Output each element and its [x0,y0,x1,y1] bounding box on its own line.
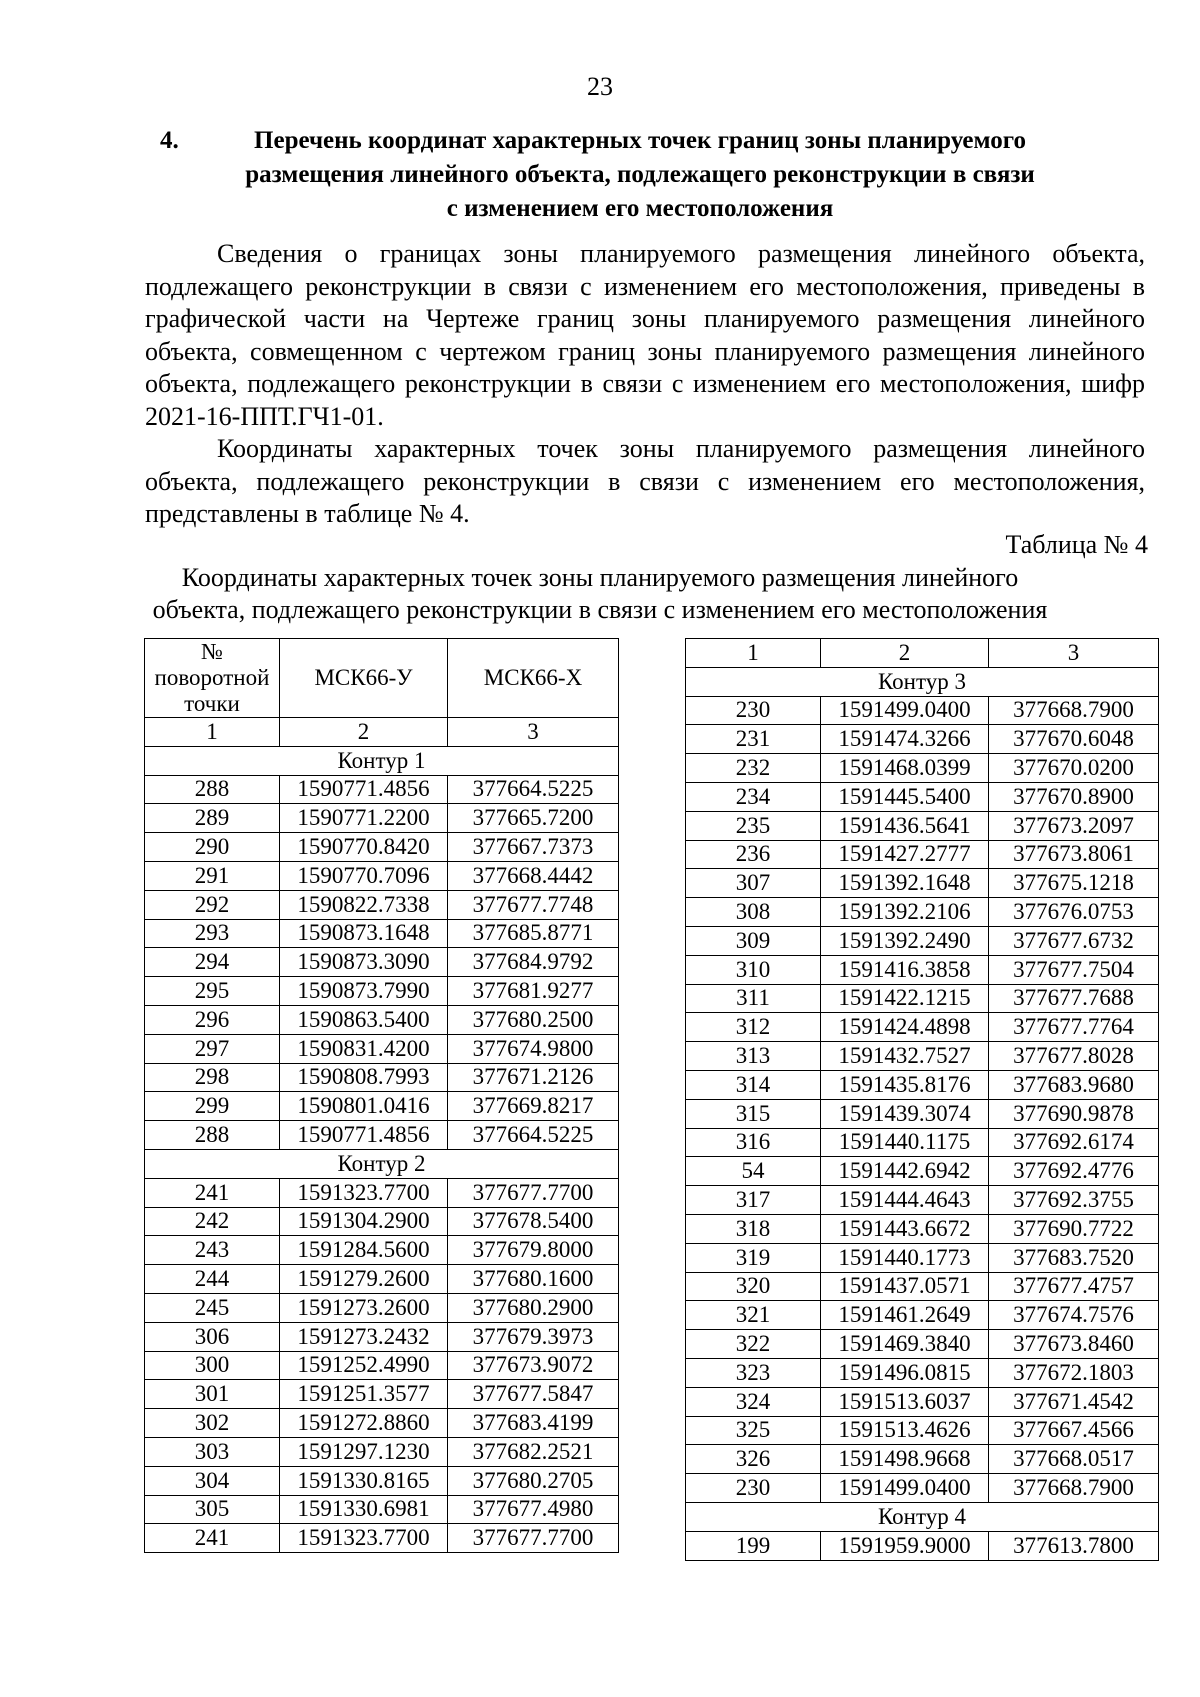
point-number-cell: 244 [145,1265,280,1294]
contour-label: Контур 3 [686,667,1159,696]
msk66-x-cell: 377668.7900 [989,1474,1159,1503]
table-row [686,725,1159,754]
table-row [686,1416,1159,1445]
msk66-y-cell: 1591330.8165 [280,1466,448,1495]
msk66-y-cell: 1591392.1648 [821,869,989,898]
msk66-y-cell: 1591323.7700 [280,1178,448,1207]
point-number-cell: 312 [686,1013,821,1042]
column-number: 3 [448,718,619,747]
point-number-cell: 235 [686,811,821,840]
msk66-y-cell: 1590770.8420 [280,833,448,862]
msk66-y-cell: 1591427.2777 [821,840,989,869]
table-row [686,1330,1159,1359]
table-row [686,1214,1159,1243]
msk66-y-cell: 1591469.3840 [821,1330,989,1359]
table-row [145,1466,619,1495]
table-row [145,1524,619,1553]
point-number-cell: 290 [145,833,280,862]
msk66-y-cell: 1591499.0400 [821,696,989,725]
msk66-x-cell: 377674.7576 [989,1301,1159,1330]
column-number-row [686,639,1159,668]
msk66-x-cell: 377679.3973 [448,1322,619,1351]
msk66-y-cell: 1590831.4200 [280,1034,448,1063]
msk66-x-cell: 377674.9800 [448,1034,619,1063]
point-number-cell: 241 [145,1524,280,1553]
msk66-x-cell: 377680.2500 [448,1005,619,1034]
msk66-x-cell: 377677.7748 [448,890,619,919]
msk66-x-cell: 377664.5225 [448,775,619,804]
column-number: 2 [280,718,448,747]
contour-row [686,667,1159,696]
msk66-y-cell: 1591513.6037 [821,1387,989,1416]
table-row [686,1358,1159,1387]
table-row [686,754,1159,783]
point-number-cell: 230 [686,1474,821,1503]
table-row [145,1409,619,1438]
msk66-x-cell: 377668.7900 [989,696,1159,725]
table-row [686,840,1159,869]
point-number-cell: 199 [686,1531,821,1560]
msk66-y-cell: 1591439.3074 [821,1099,989,1128]
point-number-cell: 321 [686,1301,821,1330]
msk66-x-cell: 377690.9878 [989,1099,1159,1128]
msk66-y-cell: 1591496.0815 [821,1358,989,1387]
column-number-row [145,718,619,747]
point-number-cell: 317 [686,1186,821,1215]
point-number-cell: 298 [145,1063,280,1092]
point-number-cell: 230 [686,696,821,725]
point-number-cell: 241 [145,1178,280,1207]
msk66-x-cell: 377673.8460 [989,1330,1159,1359]
msk66-x-cell: 377672.1803 [989,1358,1159,1387]
point-number-cell: 302 [145,1409,280,1438]
msk66-x-cell: 377681.9277 [448,977,619,1006]
msk66-x-cell: 377682.2521 [448,1437,619,1466]
msk66-x-cell: 377668.4442 [448,861,619,890]
point-number-cell: 326 [686,1445,821,1474]
point-number-cell: 294 [145,948,280,977]
msk66-y-cell: 1590873.3090 [280,948,448,977]
msk66-y-cell: 1591297.1230 [280,1437,448,1466]
column-number: 1 [686,639,821,668]
msk66-x-cell: 377665.7200 [448,804,619,833]
msk66-y-cell: 1591461.2649 [821,1301,989,1330]
msk66-y-cell: 1591392.2106 [821,898,989,927]
table-row [145,1351,619,1380]
point-number-cell: 243 [145,1236,280,1265]
point-number-cell: 320 [686,1272,821,1301]
msk66-x-cell: 377683.4199 [448,1409,619,1438]
table-row [686,811,1159,840]
table-row [145,1005,619,1034]
msk66-x-cell: 377692.3755 [989,1186,1159,1215]
table-row [145,861,619,890]
point-number-cell: 236 [686,840,821,869]
coordinates-table-left [144,638,619,1553]
msk66-y-cell: 1591445.5400 [821,782,989,811]
msk66-x-cell: 377677.7504 [989,955,1159,984]
point-number-cell: 291 [145,861,280,890]
table-row [686,1474,1159,1503]
table-row [145,1034,619,1063]
point-number-cell: 304 [145,1466,280,1495]
point-number-cell: 305 [145,1495,280,1524]
contour-row [145,746,619,775]
msk66-x-cell: 377669.8217 [448,1092,619,1121]
point-number-cell: 308 [686,898,821,927]
msk66-x-cell: 377670.8900 [989,782,1159,811]
header-point-number-line-1: № [201,639,223,664]
table-row [145,1265,619,1294]
point-number-cell: 299 [145,1092,280,1121]
msk66-x-cell: 377685.8771 [448,919,619,948]
msk66-y-cell: 1591424.4898 [821,1013,989,1042]
msk66-y-cell: 1591422.1215 [821,984,989,1013]
table-row [145,1178,619,1207]
msk66-x-cell: 377675.1218 [989,869,1159,898]
msk66-y-cell: 1591436.5641 [821,811,989,840]
table-row [686,1445,1159,1474]
paragraph-2: Координаты характерных точек зоны планируемого размещения линейного объекта, подлежащего реконструкции в связи с изменением его местоположения, представлены в таблице № 4. [145,434,1145,528]
contour-label: Контур 1 [145,746,619,775]
point-number-cell: 234 [686,782,821,811]
msk66-y-cell: 1591323.7700 [280,1524,448,1553]
msk66-x-cell: 377677.5847 [448,1380,619,1409]
table-row [145,948,619,977]
point-number-cell: 309 [686,926,821,955]
msk66-y-cell: 1591304.2900 [280,1207,448,1236]
table-row [686,869,1159,898]
contour-label: Контур 2 [145,1149,619,1178]
point-number-cell: 289 [145,804,280,833]
msk66-y-cell: 1591251.3577 [280,1380,448,1409]
msk66-x-cell: 377680.2705 [448,1466,619,1495]
table-row [686,1070,1159,1099]
point-number-cell: 292 [145,890,280,919]
msk66-x-cell: 377667.4566 [989,1416,1159,1445]
msk66-y-cell: 1591444.4643 [821,1186,989,1215]
msk66-y-cell: 1591498.9668 [821,1445,989,1474]
header-point-number [145,639,280,718]
point-number-cell: 232 [686,754,821,783]
table-row [145,775,619,804]
point-number-cell: 310 [686,955,821,984]
msk66-y-cell: 1591435.8176 [821,1070,989,1099]
msk66-x-cell: 377664.5225 [448,1121,619,1150]
point-number-cell: 307 [686,869,821,898]
msk66-x-cell: 377667.7373 [448,833,619,862]
table-row [686,1042,1159,1071]
table-row [686,1301,1159,1330]
msk66-x-cell: 377673.8061 [989,840,1159,869]
point-number-cell: 316 [686,1128,821,1157]
coordinates-table-right [685,638,1159,1561]
table-row [686,1128,1159,1157]
msk66-x-cell: 377680.1600 [448,1265,619,1294]
table-row [145,1293,619,1322]
table-row [145,1207,619,1236]
header-msk66-x: МСК66-Х [448,639,619,718]
table-row [686,1013,1159,1042]
table-row [145,1437,619,1466]
table-caption [100,562,1100,626]
point-number-cell: 300 [145,1351,280,1380]
msk66-y-cell: 1591279.2600 [280,1265,448,1294]
point-number-cell: 306 [145,1322,280,1351]
point-number-cell: 54 [686,1157,821,1186]
msk66-x-cell: 377677.7764 [989,1013,1159,1042]
table-row [145,919,619,948]
msk66-y-cell: 1590801.0416 [280,1092,448,1121]
msk66-x-cell: 377677.7700 [448,1178,619,1207]
point-number-cell: 314 [686,1070,821,1099]
msk66-y-cell: 1590771.2200 [280,804,448,833]
msk66-y-cell: 1590770.7096 [280,861,448,890]
msk66-x-cell: 377684.9792 [448,948,619,977]
point-number-cell: 315 [686,1099,821,1128]
msk66-y-cell: 1591440.1175 [821,1128,989,1157]
table-header-row [145,639,619,718]
section-title-line-3: с изменением его местоположения [446,195,834,222]
msk66-y-cell: 1591252.4990 [280,1351,448,1380]
table-row [145,1063,619,1092]
msk66-x-cell: 377613.7800 [989,1531,1159,1560]
msk66-x-cell: 377671.4542 [989,1387,1159,1416]
table-row [686,955,1159,984]
table-caption-line-1: Координаты характерных точек зоны планируемого размещения линейного [181,563,1019,592]
point-number-cell: 301 [145,1380,280,1409]
section-heading [140,124,1140,226]
table-row [686,1157,1159,1186]
table-row [686,898,1159,927]
header-point-number-line-3: точки [184,691,240,716]
table-row [145,804,619,833]
point-number-cell: 319 [686,1243,821,1272]
point-number-cell: 245 [145,1293,280,1322]
msk66-x-cell: 377677.7688 [989,984,1159,1013]
point-number-cell: 323 [686,1358,821,1387]
msk66-y-cell: 1591284.5600 [280,1236,448,1265]
table-row [145,1092,619,1121]
table-row [686,1272,1159,1301]
msk66-y-cell: 1591272.8860 [280,1409,448,1438]
table-row [145,1121,619,1150]
msk66-x-cell: 377677.7700 [448,1524,619,1553]
table-row [686,1243,1159,1272]
msk66-x-cell: 377673.9072 [448,1351,619,1380]
header-msk66-y: МСК66-У [280,639,448,718]
msk66-y-cell: 1591440.1773 [821,1243,989,1272]
table-row [145,1322,619,1351]
msk66-y-cell: 1591416.3858 [821,955,989,984]
point-number-cell: 293 [145,919,280,948]
table-row [686,1387,1159,1416]
point-number-cell: 242 [145,1207,280,1236]
table-row [145,833,619,862]
msk66-x-cell: 377677.4980 [448,1495,619,1524]
msk66-x-cell: 377677.8028 [989,1042,1159,1071]
msk66-y-cell: 1590863.5400 [280,1005,448,1034]
table-row [145,1236,619,1265]
point-number-cell: 295 [145,977,280,1006]
msk66-y-cell: 1590873.7990 [280,977,448,1006]
section-title-line-2: размещения линейного объекта, подлежащего реконструкции в связи [245,161,1035,188]
contour-label: Контур 4 [686,1502,1159,1531]
column-number: 2 [821,639,989,668]
msk66-y-cell: 1591468.0399 [821,754,989,783]
msk66-y-cell: 1590822.7338 [280,890,448,919]
table-row [145,1380,619,1409]
msk66-y-cell: 1591273.2432 [280,1322,448,1351]
msk66-y-cell: 1590808.7993 [280,1063,448,1092]
msk66-x-cell: 377670.6048 [989,725,1159,754]
point-number-cell: 303 [145,1437,280,1466]
table-label: Таблица № 4 [1005,530,1148,559]
point-number-cell: 325 [686,1416,821,1445]
table-row [686,1099,1159,1128]
msk66-y-cell: 1591437.0571 [821,1272,989,1301]
msk66-x-cell: 377671.2126 [448,1063,619,1092]
table-row [145,890,619,919]
section-title-line-1: Перечень координат характерных точек границ зоны планируемого [254,127,1026,154]
column-number: 1 [145,718,280,747]
msk66-x-cell: 377668.0517 [989,1445,1159,1474]
msk66-y-cell: 1590771.4856 [280,775,448,804]
table-row [686,1531,1159,1560]
msk66-x-cell: 377678.5400 [448,1207,619,1236]
msk66-x-cell: 377679.8000 [448,1236,619,1265]
msk66-x-cell: 377677.4757 [989,1272,1159,1301]
msk66-x-cell: 377690.7722 [989,1214,1159,1243]
point-number-cell: 322 [686,1330,821,1359]
point-number-cell: 318 [686,1214,821,1243]
table-row [145,977,619,1006]
msk66-y-cell: 1591330.6981 [280,1495,448,1524]
table-caption-line-2: объекта, подлежащего реконструкции в связи с изменением его местоположения [152,595,1048,624]
table-row [686,696,1159,725]
msk66-x-cell: 377680.2900 [448,1293,619,1322]
msk66-y-cell: 1590873.1648 [280,919,448,948]
msk66-y-cell: 1591499.0400 [821,1474,989,1503]
table-row [686,1186,1159,1215]
point-number-cell: 288 [145,1121,280,1150]
header-point-number-line-2: поворотной [154,665,270,690]
msk66-y-cell: 1591513.4626 [821,1416,989,1445]
msk66-y-cell: 1591273.2600 [280,1293,448,1322]
msk66-y-cell: 1591392.2490 [821,926,989,955]
msk66-y-cell: 1591432.7527 [821,1042,989,1071]
paragraph-1: Сведения о границах зоны планируемого размещения линейного объекта, подлежащего реконструкции в связи с изменением его местоположения, приведены в графической части на Чертеже границ зоны планируемого размещения линейного объекта, совмещенном с чертежом границ зоны планируемого размещения линейного объекта, подлежащего реконструкции в связи с изменением его местоположения, шифр 2021-16-ППТ.ГЧ1-01. [145,239,1145,431]
point-number-cell: 288 [145,775,280,804]
msk66-y-cell: 1591474.3266 [821,725,989,754]
point-number-cell: 311 [686,984,821,1013]
msk66-y-cell: 1591442.6942 [821,1157,989,1186]
table-row [686,984,1159,1013]
contour-row [145,1149,619,1178]
msk66-y-cell: 1591959.9000 [821,1531,989,1560]
column-number: 3 [989,639,1159,668]
page-number: 23 [587,72,613,101]
table-row [145,1495,619,1524]
contour-row [686,1502,1159,1531]
msk66-x-cell: 377670.0200 [989,754,1159,783]
point-number-cell: 297 [145,1034,280,1063]
table-row [686,782,1159,811]
msk66-y-cell: 1590771.4856 [280,1121,448,1150]
msk66-x-cell: 377692.6174 [989,1128,1159,1157]
msk66-x-cell: 377676.0753 [989,898,1159,927]
msk66-x-cell: 377677.6732 [989,926,1159,955]
section-number: 4. [160,127,179,154]
msk66-y-cell: 1591443.6672 [821,1214,989,1243]
msk66-x-cell: 377692.4776 [989,1157,1159,1186]
point-number-cell: 296 [145,1005,280,1034]
msk66-x-cell: 377683.7520 [989,1243,1159,1272]
msk66-x-cell: 377673.2097 [989,811,1159,840]
point-number-cell: 313 [686,1042,821,1071]
point-number-cell: 231 [686,725,821,754]
table-row [686,926,1159,955]
point-number-cell: 324 [686,1387,821,1416]
msk66-x-cell: 377683.9680 [989,1070,1159,1099]
